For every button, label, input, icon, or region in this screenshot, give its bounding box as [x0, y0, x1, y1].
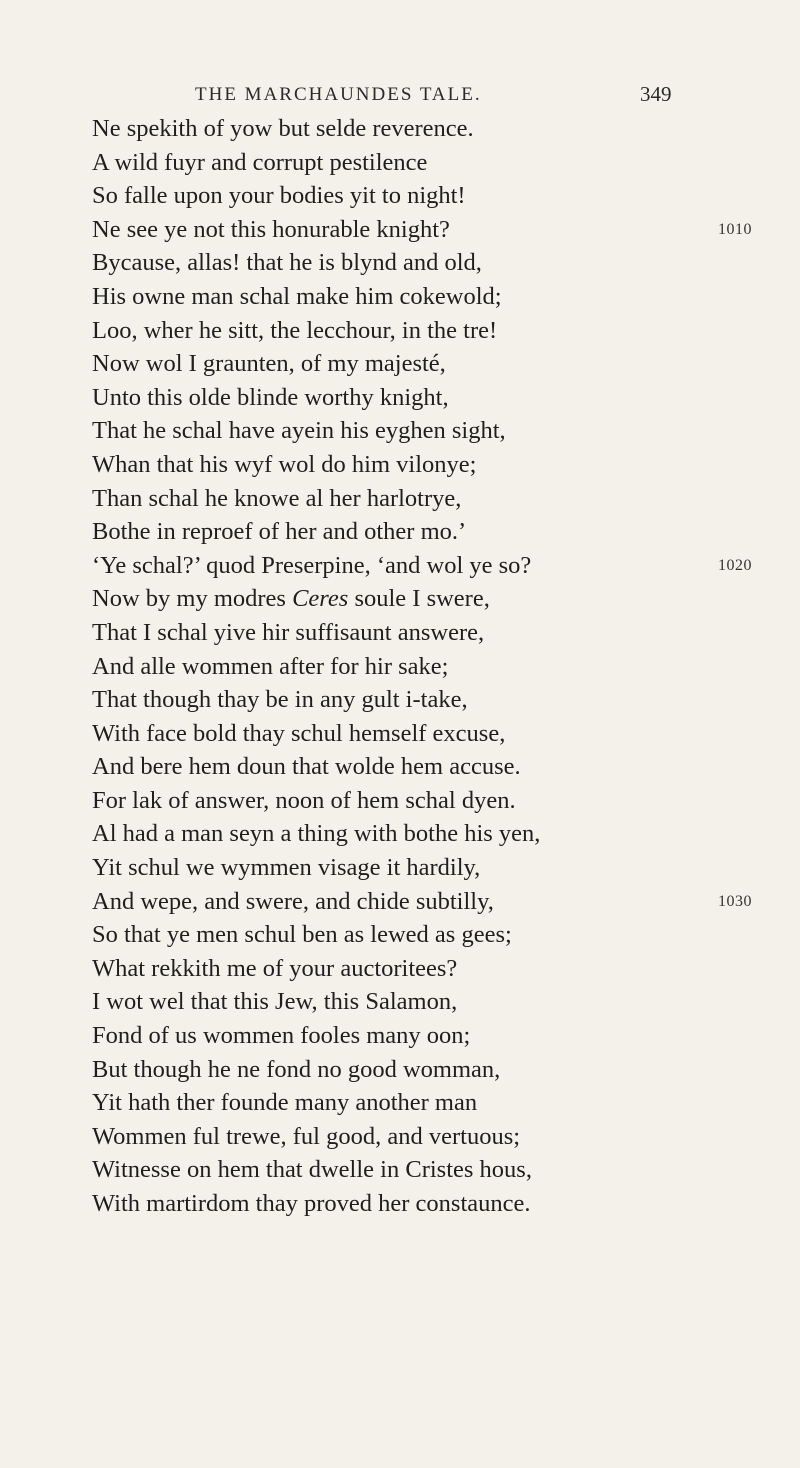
verse-line	[92, 851, 712, 885]
verse-text: With face bold thay schul hemself excuse,	[92, 719, 506, 747]
verse-line	[92, 347, 712, 381]
verse-text: His owne man schal make him cokewold;	[92, 282, 502, 310]
verse-text: Al had a man seyn a thing with bothe his yen,	[92, 820, 541, 848]
verse-text: Than schal he knowe al her harlotrye,	[92, 484, 462, 512]
verse-line	[92, 582, 712, 616]
verse-line	[92, 280, 712, 314]
verse-text-pre: Now by my modres	[92, 585, 293, 613]
verse-text: Witnesse on hem that dwelle in Cristes hous,	[92, 1156, 532, 1184]
verse-text: Fond of us wommen fooles many oon;	[92, 1022, 471, 1050]
verse-text: Ne see ye not this honurable knight?	[92, 215, 450, 243]
running-title: THE MARCHAUNDES TALE.	[195, 84, 482, 105]
verse-text: I wot wel that this Jew, this Salamon,	[92, 988, 458, 1016]
verse-text: A wild fuyr and corrupt pestilence	[92, 148, 428, 176]
verse-line	[92, 1153, 712, 1187]
verse-line	[92, 246, 712, 280]
verse-text: Yit schul we wymmen visage it hardily,	[92, 854, 481, 882]
verse-line	[92, 549, 752, 583]
line-number: 1020	[718, 556, 752, 574]
verse-line	[92, 1053, 712, 1087]
verse-line	[92, 213, 752, 247]
verse-line	[92, 750, 712, 784]
verse-line	[92, 985, 712, 1019]
verse-line	[92, 952, 712, 986]
verse-line	[92, 717, 712, 751]
verse-line	[92, 1019, 712, 1053]
verse-line	[92, 1120, 712, 1154]
verse-text: Whan that his wyf wol do him vilonye;	[92, 450, 477, 478]
verse-text: Bothe in reproef of her and other mo.’	[92, 518, 467, 546]
verse-line	[92, 683, 712, 717]
verse-line	[92, 650, 712, 684]
verse-text-post: soule I swere,	[348, 585, 490, 613]
verse-line	[92, 817, 712, 851]
verse-block	[92, 112, 752, 1221]
verse-text: But though he ne fond no good womman,	[92, 1055, 501, 1083]
verse-text: Yit hath ther founde many another man	[92, 1089, 478, 1117]
verse-text: What rekkith me of your auctoritees?	[92, 954, 458, 982]
verse-line	[92, 179, 712, 213]
page-number: 349	[640, 82, 672, 106]
verse-text: Now wol I graunten, of my majesté,	[92, 350, 446, 378]
verse-text: That though thay be in any gult i-take,	[92, 686, 468, 714]
verse-text: For lak of answer, noon of hem schal dyen.	[92, 786, 516, 814]
verse-text: And alle wommen after for hir sake;	[92, 652, 449, 680]
verse-line	[92, 314, 712, 348]
verse-text: So that ye men schul ben as lewed as gees;	[92, 921, 512, 949]
verse-text: Ne spekith of yow but selde reverence.	[92, 115, 474, 142]
verse-line	[92, 616, 712, 650]
verse-text: And wepe, and swere, and chide subtilly,	[92, 887, 494, 915]
verse-line	[92, 482, 712, 516]
verse-text: Wommen ful trewe, ful good, and vertuous;	[92, 1122, 521, 1150]
verse-line	[92, 381, 712, 415]
verse-line	[92, 1086, 712, 1120]
verse-line	[92, 112, 712, 146]
verse-text-italic: Ceres	[292, 585, 349, 613]
verse-line	[92, 784, 712, 818]
verse-line	[92, 146, 712, 180]
verse-line	[92, 448, 712, 482]
verse-line	[92, 1187, 712, 1221]
verse-text: So falle upon your bodies yit to night!	[92, 182, 466, 210]
verse-line	[92, 515, 712, 549]
verse-line	[92, 885, 752, 919]
verse-text: And bere hem doun that wolde hem accuse.	[92, 753, 521, 781]
verse-text: ‘Ye schal?’ quod Preserpine, ‘and wol ye so?	[92, 551, 532, 579]
verse-text: That I schal yive hir suffisaunt answere,	[92, 618, 485, 646]
line-number: 1030	[718, 892, 752, 910]
verse-line	[92, 414, 712, 448]
line-number: 1010	[718, 220, 752, 238]
verse-text: With martirdom thay proved her constaunce.	[92, 1190, 531, 1217]
verse-text: Bycause, allas! that he is blynd and old,	[92, 249, 482, 277]
verse-text: Unto this olde blinde worthy knight,	[92, 383, 449, 411]
verse-line	[92, 918, 712, 952]
verse-text: Loo, wher he sitt, the lecchour, in the tre!	[92, 316, 498, 344]
verse-text: That he schal have ayein his eyghen sight,	[92, 417, 506, 445]
